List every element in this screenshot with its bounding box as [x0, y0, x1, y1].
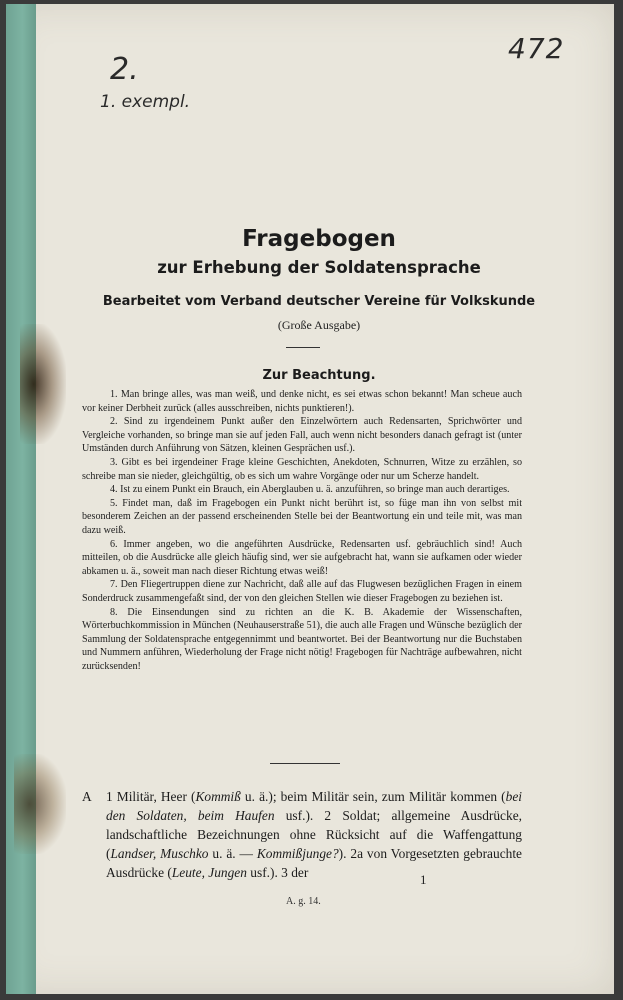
- note-item: 8. Die Einsendungen sind zu richten an die K. B. Akademie der Wissenschaften, Wörterbuchkommission in München (Neuhauserstraße 51), die auch alle Fragen und Wünsche bezüglich der Sammlung der Soldatensprache entgegennimmt und beantwortet. Bei der Beantwortung nur die Buchstaben und Nummern anführen, Wiederholung der Frage nicht nötig! Fragebogen für Nachträge aufbewahren, nicht zurücksenden!: [82, 606, 522, 672]
- notes-list: [82, 388, 522, 673]
- note-item: 7. Den Fliegertruppen diene zur Nachricht, daß alle auf das Flugwesen bezüglichen Fragen in einem Sonderdruck zusammengefaßt sind, der von den gleichen Stellen wie dieser Fragebogen zu beziehen ist.: [82, 579, 522, 604]
- notes-heading: Zur Beachtung.: [262, 368, 376, 383]
- note-item: 3. Gibt es bei irgendeiner Frage kleine Geschichten, Anekdoten, Schnurren, Witze zu erzählen, so schreibe man sie nieder, gleichgültig, ob es sich um wahre Vorgänge oder nur um Scherze handelt.: [82, 456, 522, 482]
- note-item: 1. Man bringe alles, was man weiß, und denke nicht, es sei etwas schon bekannt! Man scheue auch vor keiner Derbheit zurück (alles ausschreiben, nichts punktieren!).: [82, 389, 522, 414]
- editor-line: Bearbeitet vom Verband deutscher Vereine für Volkskunde: [102, 294, 536, 309]
- section-a-italic: Leute, Jungen: [171, 865, 247, 880]
- section-a-italic: bei den Soldaten, beim Haufen: [106, 789, 522, 823]
- section-a: [82, 787, 522, 882]
- footer-code: A. g. 14.: [286, 896, 321, 907]
- handwritten-number: 2.: [110, 52, 139, 87]
- section-a-italic: Landser, Muschko: [110, 846, 209, 861]
- burn-stain-lower: [14, 754, 66, 854]
- note-item: 4. Ist zu einem Punkt ein Brauch, ein Aberglauben u. ä. anzuführen, so bringe man auch derartiges.: [110, 484, 510, 496]
- note-item: 5. Findet man, daß im Fragebogen ein Punkt nicht berührt ist, so füge man ihn von selbst mit besonderem Zeichen an der passend erscheinenden Stelle bei der Beantwortung ein und teile mit, was man dazu weiß.: [82, 497, 522, 536]
- handwritten-folio-number: 472: [508, 32, 565, 65]
- document-subtitle: zur Erhebung der Soldatensprache: [157, 258, 481, 277]
- burn-stain-upper: [20, 324, 66, 444]
- edition-note: (Große Ausgabe): [277, 318, 361, 332]
- note-item: 6. Immer angeben, wo die angeführten Ausdrücke, Redensarten usf. gebräuchlich sind! Auch mitteilen, ob die Ausdrücke alle gleich häufig sind, wer sie aufgebracht hat, wann sie aufkamen oder wieder abkamen u. ä., soweit man nach dieser Richtung etwas weiß!: [82, 538, 522, 577]
- page-number: 1: [420, 872, 427, 887]
- section-a-text: usf.). 2 Soldat; allgemeine Ausdrücke, landschaftliche Bezeichnungen ohne Rücksicht auf die Waffengattung (: [106, 808, 522, 861]
- section-a-italic: Kommißjunge?: [256, 846, 339, 861]
- section-a-text: ). 2a von Vorgesetzten gebrauchte Ausdrücke (: [106, 846, 522, 880]
- note-item: 2. Sind zu irgendeinem Punkt außer den Einzelwörtern auch Redensarten, Sprichwörter und Vergleiche vorhanden, so bringe man sie auf jeden Fall, auch wenn nicht besonders danach gefragt ist (unter Umständen durch Anführung von Sätzen, kleinen Gesprächen usf.).: [82, 416, 522, 455]
- handwritten-copies-note: 1. exempl.: [100, 92, 191, 112]
- divider-short: [286, 347, 320, 348]
- section-a-text: 1 Militär, Heer (: [106, 789, 196, 804]
- section-a-text: u. ä. —: [208, 846, 257, 861]
- section-a-text: usf.). 3 der: [246, 865, 309, 880]
- section-a-text: u. ä.); beim Militär sein, zum Militär kommen (: [240, 789, 506, 804]
- document-title: Fragebogen: [242, 226, 396, 252]
- divider-mid: [270, 763, 340, 764]
- section-a-italic: Kommiß: [195, 789, 241, 804]
- section-letter: A: [82, 789, 92, 804]
